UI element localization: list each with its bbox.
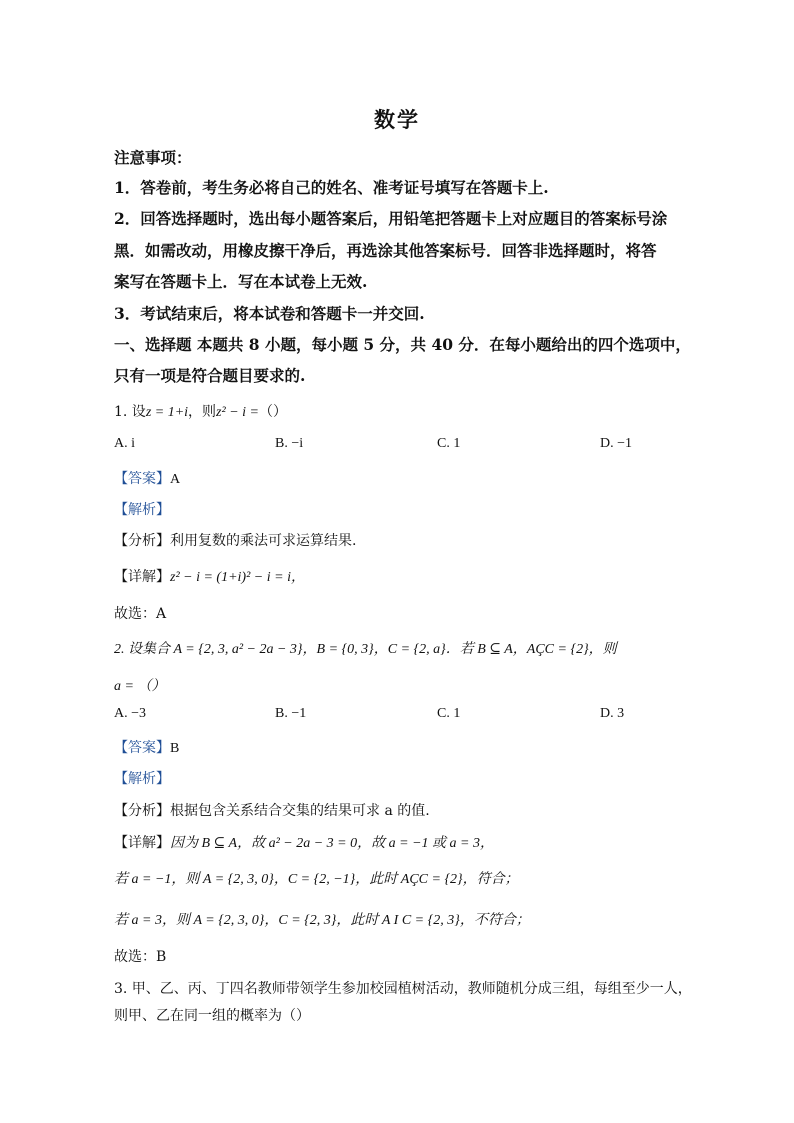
- question-2-stem-line-1: [114, 638, 617, 658]
- notice-item-3: 3．考试结束后，将本试卷和答题卡一并交回.: [114, 304, 425, 323]
- question-1-prefix: 1. 设: [114, 404, 146, 420]
- fenxi-text: 利用复数的乘法可求运算结果.: [170, 533, 357, 549]
- question-1-conclusion: 故选：A: [114, 606, 167, 622]
- fenxi-tag: 【分析】: [114, 533, 170, 549]
- xiangjie-text: 因为 B ⊆ A，故 a² − 2a − 3 = 0，故 a = −1 或 a = 3，: [170, 836, 494, 851]
- question-2-case-1: 若 a = −1，则 A = {2, 3, 0}，C = {2, −1}，此时 AÇC = {2}，符合；: [114, 872, 519, 887]
- xiangjie-text: z² − i = (1+i)² − i = i，: [170, 570, 305, 585]
- question-1-expression: z² − i =: [216, 405, 259, 420]
- fenxi-text: 根据包含关系结合交集的结果可求 a 的值.: [170, 803, 430, 819]
- question-2-fenxi: [114, 800, 430, 820]
- question-2-option-b: B. −1: [275, 706, 307, 721]
- question-2-option-d: D. 3: [600, 706, 625, 721]
- question-1-condition: z = 1+i: [145, 405, 189, 420]
- notice-item-2-line-1: 2．回答选择题时，选出每小题答案后，用铅笔把答题卡上对应题目的答案标号涂: [114, 209, 668, 228]
- question-1-answer: [114, 468, 180, 488]
- question-1-analysis-tag: 【解析】: [114, 502, 170, 518]
- question-2-case-2: 若 a = 3，则 A = {2, 3, 0}，C = {2, 3}，此时 A I C = {2, 3}，不符合；: [114, 913, 530, 928]
- question-2-stem-text-2: a = （）: [114, 679, 166, 694]
- question-3-stem-line-1: 3. 甲、乙、丙、丁四名教师带领学生参加校园植树活动，教师随机分成三组，每组至少一人，: [114, 981, 692, 997]
- answer-tag: 【答案】: [114, 471, 170, 487]
- section-heading-line-1: 一、选择题 本题共 8 小题，每小题 5 分，共 40 分．在每小题给出的四个选项中，: [114, 335, 691, 354]
- section-heading-line-2: 只有一项是符合题目要求的.: [114, 366, 306, 385]
- answer-value: B: [170, 741, 180, 756]
- notice-heading: 注意事项：: [114, 148, 192, 167]
- question-1-stem: [114, 401, 287, 421]
- question-2-conclusion: 故选：B: [114, 949, 167, 965]
- question-2-option-a: A. −3: [114, 706, 147, 721]
- xiangjie-tag: 【详解】: [114, 835, 170, 851]
- question-1-option-a: A. i: [114, 436, 135, 451]
- question-2-option-c: C. 1: [437, 706, 461, 721]
- question-1-mid: ，则: [188, 404, 217, 420]
- answer-value: A: [170, 472, 181, 487]
- question-3-stem-line-2: 则甲、乙在同一组的概率为（）: [114, 1008, 310, 1024]
- page-title: 数学: [374, 107, 420, 132]
- question-1-fenxi: [114, 530, 356, 550]
- notice-item-2-line-3: 案写在答题卡上．写在本试卷上无效.: [114, 272, 368, 291]
- notice-item-2-line-2: 黑．如需改动，用橡皮擦干净后，再选涂其他答案标号．回答非选择题时，将答: [114, 241, 657, 260]
- question-1-tail: （）: [258, 404, 287, 420]
- fenxi-tag: 【分析】: [114, 803, 170, 819]
- question-2-analysis-tag: 【解析】: [114, 771, 170, 787]
- question-1-option-c: C. 1: [437, 436, 461, 451]
- question-2-answer: [114, 737, 179, 757]
- question-1-xiangjie: [114, 566, 305, 586]
- question-2-stem-text-1: 2. 设集合 A = {2, 3, a² − 2a − 3}，B = {0, 3}，C = {2, a}．若 B ⊆ A，AÇC = {2}，则: [114, 642, 617, 657]
- question-1-option-d: D. −1: [600, 436, 633, 451]
- question-1-option-b: B. −i: [275, 436, 304, 451]
- question-2-xiangjie: [114, 832, 494, 852]
- xiangjie-tag: 【详解】: [114, 569, 170, 585]
- answer-tag: 【答案】: [114, 740, 170, 756]
- question-2-stem-line-2: [114, 675, 165, 695]
- notice-item-1: 1．答卷前，考生务必将自己的姓名、准考证号填写在答题卡上.: [114, 178, 549, 197]
